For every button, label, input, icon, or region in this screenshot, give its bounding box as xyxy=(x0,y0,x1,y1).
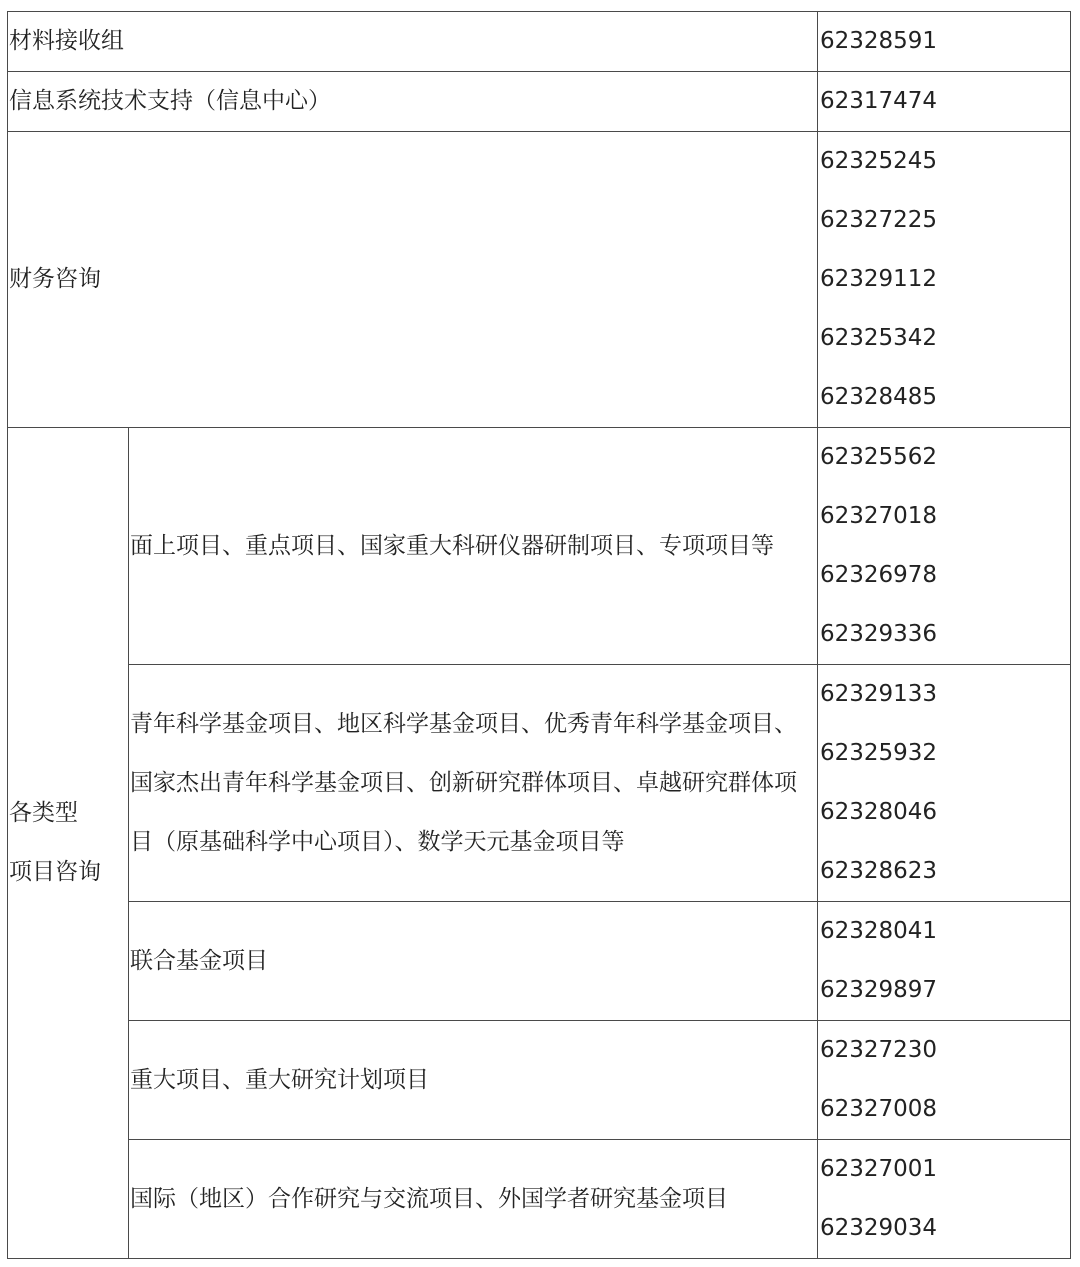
category-label: 材料接收组 xyxy=(9,28,124,54)
phone-number[interactable]: 62329336 xyxy=(820,621,938,647)
project-type-text: 面上项目、重点项目、国家重大科研仪器研制项目、专项项目等 xyxy=(130,532,774,559)
phone-number[interactable]: 62325342 xyxy=(820,325,938,351)
phone-number[interactable]: 62329112 xyxy=(820,266,938,292)
phone-number[interactable]: 62325932 xyxy=(820,740,938,766)
phone-number[interactable]: 62327008 xyxy=(820,1096,938,1122)
table-row xyxy=(8,902,1071,1021)
phone-cell xyxy=(818,72,1071,132)
phone-number[interactable]: 62328623 xyxy=(820,858,938,884)
table-row xyxy=(8,665,1071,902)
phone-number[interactable]: 62327230 xyxy=(820,1037,938,1063)
phone-number[interactable]: 62329133 xyxy=(820,681,938,707)
project-consult-label-cell xyxy=(8,428,129,1259)
phone-cell xyxy=(818,1140,1071,1259)
project-consult-label: 各类型 xyxy=(9,800,78,826)
phone-number[interactable]: 62327018 xyxy=(820,503,938,529)
phone-cell xyxy=(818,12,1071,72)
project-type-text: 重大项目、重大研究计划项目 xyxy=(130,1066,429,1093)
phone-number[interactable]: 62329034 xyxy=(820,1215,938,1241)
phone-number[interactable]: 62327225 xyxy=(820,207,938,233)
category-label: 信息系统技术支持（信息中心） xyxy=(9,88,331,114)
project-type-text: 国家杰出青年科学基金项目、创新研究群体项目、卓越研究群体项 xyxy=(130,769,797,796)
category-cell xyxy=(8,12,818,72)
phone-number[interactable]: 62328591 xyxy=(820,28,938,54)
phone-number[interactable]: 62328046 xyxy=(820,799,938,825)
phone-number[interactable]: 62317474 xyxy=(820,88,938,114)
phone-cell xyxy=(818,1021,1071,1140)
phone-cell xyxy=(818,902,1071,1021)
phone-cell xyxy=(818,665,1071,902)
phone-number[interactable]: 62329897 xyxy=(820,977,938,1003)
project-type-text: 联合基金项目 xyxy=(130,947,268,974)
project-type-text: 国际（地区）合作研究与交流项目、外国学者研究基金项目 xyxy=(130,1185,728,1212)
contact-table xyxy=(7,11,1071,1259)
table-row xyxy=(8,1140,1071,1259)
table-row xyxy=(8,132,1071,428)
phone-number[interactable]: 62326978 xyxy=(820,562,938,588)
phone-number[interactable]: 62325245 xyxy=(820,148,938,174)
project-type-cell xyxy=(129,428,818,665)
project-type-text: 青年科学基金项目、地区科学基金项目、优秀青年科学基金项目、 xyxy=(130,710,797,737)
project-type-cell xyxy=(129,1140,818,1259)
project-type-cell xyxy=(129,665,818,902)
project-type-cell xyxy=(129,902,818,1021)
table-row xyxy=(8,428,1071,665)
table-row xyxy=(8,12,1071,72)
category-cell xyxy=(8,72,818,132)
phone-number[interactable]: 62325562 xyxy=(820,444,938,470)
phone-cell xyxy=(818,428,1071,665)
project-type-text: 目（原基础科学中心项目）、数学天元基金项目等 xyxy=(130,828,625,855)
project-consult-label: 项目咨询 xyxy=(9,859,101,885)
category-label: 财务咨询 xyxy=(9,266,101,292)
table-row xyxy=(8,72,1071,132)
project-type-cell xyxy=(129,1021,818,1140)
phone-number[interactable]: 62327001 xyxy=(820,1156,938,1182)
phone-number[interactable]: 62328485 xyxy=(820,384,938,410)
phone-number[interactable]: 62328041 xyxy=(820,918,938,944)
category-cell xyxy=(8,132,818,428)
phone-cell xyxy=(818,132,1071,428)
table-row xyxy=(8,1021,1071,1140)
